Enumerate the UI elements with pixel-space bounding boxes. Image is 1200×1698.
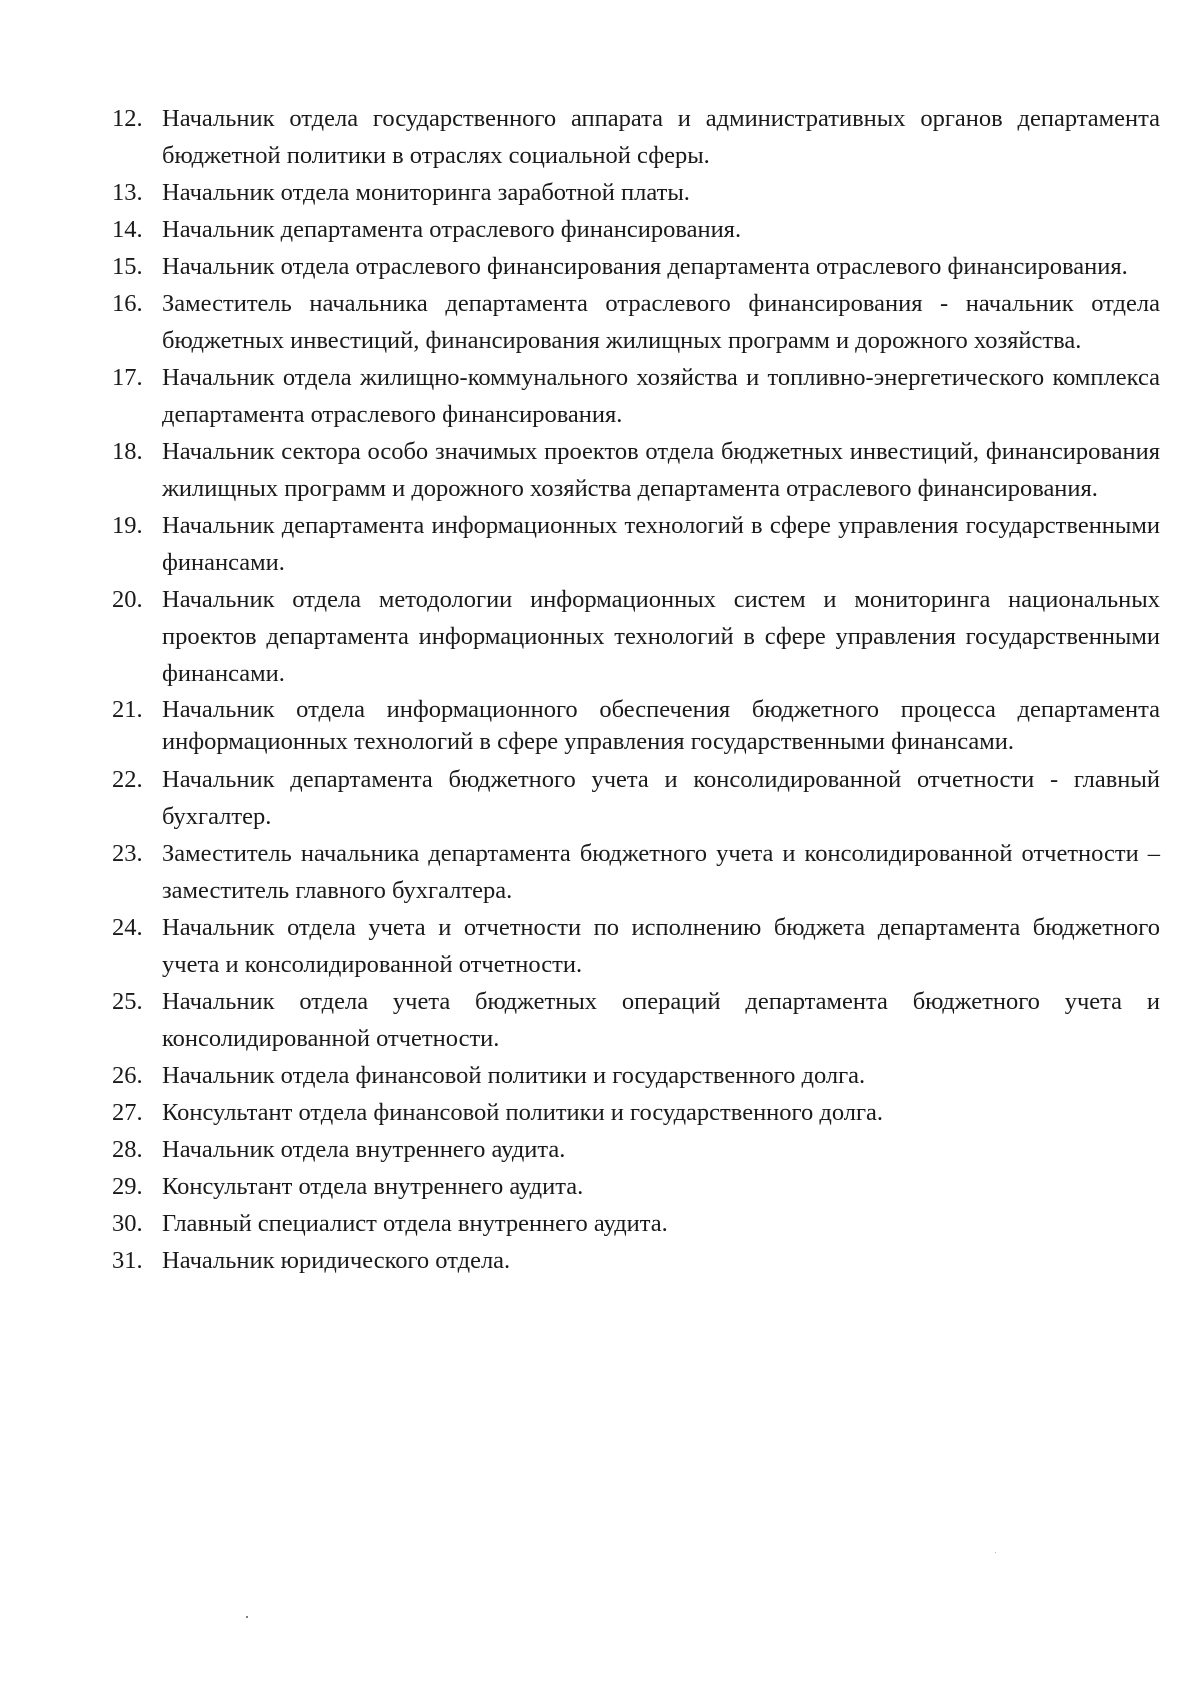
- item-text: Главный специалист отдела внутреннего аудита.: [162, 1210, 668, 1237]
- list-item: [112, 211, 1160, 248]
- item-text: Заместитель начальника департамента бюджетного учета и консолидированной отчетности – заместитель главного бухгалтера.: [162, 840, 1160, 904]
- item-number: 28.: [112, 1136, 143, 1163]
- item-text: Начальник отдела государственного аппарата и административных органов департамента бюджетной политики в отраслях социальной сферы.: [162, 105, 1160, 169]
- item-number: 24.: [112, 914, 143, 941]
- item-number: 15.: [112, 253, 143, 280]
- item-number: 27.: [112, 1099, 143, 1126]
- scan-speck: [246, 1616, 248, 1618]
- item-number: 12.: [112, 105, 143, 132]
- item-text: Начальник отдела мониторинга заработной платы.: [162, 179, 690, 206]
- item-number: 14.: [112, 216, 143, 243]
- list-item: [112, 359, 1160, 433]
- item-text: Начальник отдела внутреннего аудита.: [162, 1136, 566, 1163]
- item-number: 17.: [112, 364, 143, 391]
- item-number: 22.: [112, 766, 143, 793]
- item-text: Консультант отдела внутреннего аудита.: [162, 1173, 584, 1200]
- scan-speck: [995, 1552, 996, 1553]
- item-text: Начальник департамента бюджетного учета и консолидированной отчетности - главный бухгалтер.: [162, 766, 1160, 830]
- item-number: 16.: [112, 290, 143, 317]
- list-item: [112, 1094, 1160, 1131]
- list-item: [112, 1242, 1160, 1279]
- item-text: Начальник отдела жилищно-коммунального хозяйства и топливно-энергетического комплекса департамента отраслевого финансирования.: [162, 364, 1160, 428]
- list-item: [112, 285, 1160, 359]
- item-number: 21.: [112, 696, 143, 723]
- list-item: [112, 909, 1160, 983]
- item-text: Начальник отдела учета и отчетности по исполнению бюджета департамента бюджетного учета и консолидированной отчетности.: [162, 914, 1160, 978]
- list-item: [112, 983, 1160, 1057]
- item-number: 26.: [112, 1062, 143, 1089]
- list-item: [112, 1205, 1160, 1242]
- list-item: [112, 433, 1160, 507]
- item-number: 31.: [112, 1247, 143, 1274]
- list-item: [112, 248, 1160, 285]
- list-item: [112, 581, 1160, 692]
- item-number: 18.: [112, 438, 143, 465]
- item-number: 25.: [112, 988, 143, 1015]
- item-number: 29.: [112, 1173, 143, 1200]
- list-item: [112, 761, 1160, 835]
- list-item: [112, 1168, 1160, 1205]
- item-number: 30.: [112, 1210, 143, 1237]
- list-item: [112, 694, 1160, 758]
- item-text: Начальник отдела методологии информационных систем и мониторинга национальных проектов департамента информационных технологий в сфере управления государственными финансами.: [162, 586, 1160, 687]
- list-item: [112, 1131, 1160, 1168]
- item-text: Начальник юридического отдела.: [162, 1247, 511, 1274]
- item-number: 13.: [112, 179, 143, 206]
- item-text: Начальник департамента информационных технологий в сфере управления государственными финансами.: [162, 512, 1160, 576]
- list-item: [112, 835, 1160, 909]
- list-item: [112, 507, 1160, 581]
- item-number: 20.: [112, 586, 143, 613]
- item-text: Консультант отдела финансовой политики и государственного долга.: [162, 1099, 884, 1126]
- position-list: [112, 100, 1160, 1279]
- item-text: Начальник департамента отраслевого финансирования.: [162, 216, 742, 243]
- item-text: Начальник отдела учета бюджетных операций департамента бюджетного учета и консолидированной отчетности.: [162, 988, 1160, 1052]
- item-text: Начальник сектора особо значимых проектов отдела бюджетных инвестиций, финансирования жилищных программ и дорожного хозяйства департамента отраслевого финансирования.: [162, 438, 1160, 502]
- item-number: 19.: [112, 512, 143, 539]
- item-text: Начальник отдела финансовой политики и государственного долга.: [162, 1062, 866, 1089]
- list-item: [112, 100, 1160, 174]
- item-text: Начальник отдела информационного обеспечения бюджетного процесса департамента информационных технологий в сфере управления государственными финансами.: [162, 696, 1160, 755]
- item-text: Начальник отдела отраслевого финансирования департамента отраслевого финансирования.: [162, 253, 1128, 280]
- list-item: [112, 174, 1160, 211]
- item-text: Заместитель начальника департамента отраслевого финансирования - начальник отдела бюджетных инвестиций, финансирования жилищных программ и дорожного хозяйства.: [162, 290, 1160, 354]
- item-number: 23.: [112, 840, 143, 867]
- list-item: [112, 1057, 1160, 1094]
